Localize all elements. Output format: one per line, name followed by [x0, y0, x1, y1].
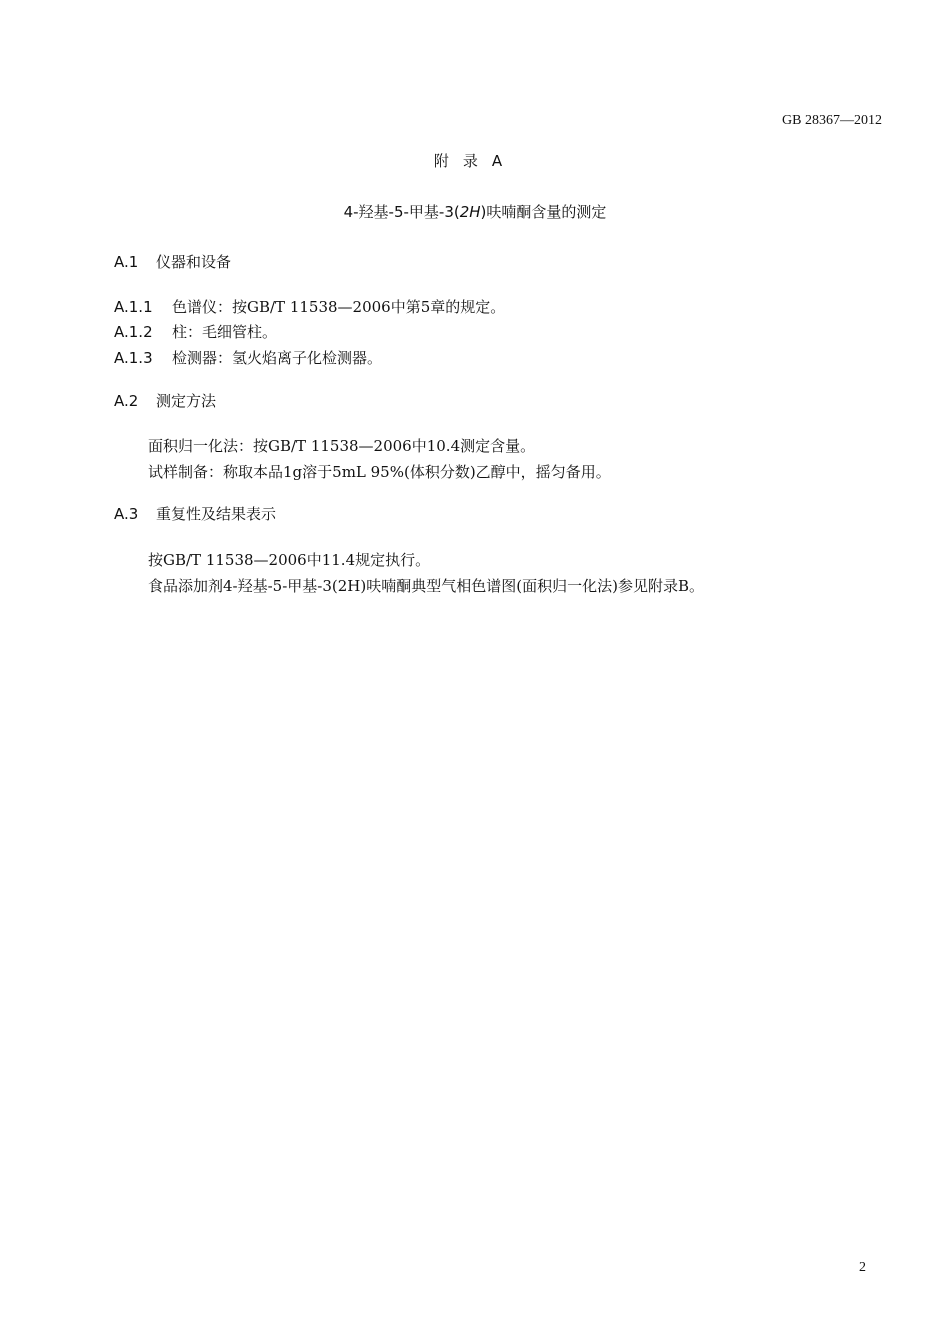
section-heading-a1: [114, 251, 231, 272]
section-heading-a3: [114, 503, 276, 524]
standard-code: GB 28367—2012: [782, 113, 882, 128]
section-title: 重复性及结果表示: [156, 505, 277, 523]
clause-text: 检测器：氢火焰离子化检测器。: [172, 349, 383, 367]
annex-title-suffix: )呋喃酮含量的测定: [480, 203, 607, 221]
section-heading-a2: [114, 390, 216, 411]
clause-a1-3: [114, 347, 382, 368]
clause-number: A.1.1: [114, 298, 153, 316]
paragraph-a2-2: 试样制备：称取本品1g溶于5mL 95%(体积分数)乙醇中，摇匀备用。: [148, 463, 611, 481]
paragraph-a3-1: 按GB/T 11538—2006中11.4规定执行。: [148, 551, 431, 569]
section-number: A.2: [114, 392, 139, 410]
annex-label: 附录A: [433, 152, 517, 170]
clause-number: A.1.3: [114, 349, 153, 367]
clause-a1-1: [114, 296, 505, 317]
paragraph-a2-1: 面积归一化法：按GB/T 11538—2006中10.4测定含量。: [148, 437, 536, 455]
page-number: 2: [859, 1260, 866, 1275]
clause-number: A.1.2: [114, 323, 153, 341]
section-number: A.3: [114, 505, 139, 523]
annex-title-italic: 2H: [459, 203, 481, 221]
section-number: A.1: [114, 253, 139, 271]
clause-text: 柱：毛细管柱。: [172, 323, 278, 341]
paragraph-a3-2: 食品添加剂4-羟基-5-甲基-3(2H)呋喃酮典型气相色谱图(面积归一化法)参见附录B。: [148, 577, 704, 595]
annex-title: [0, 201, 950, 222]
clause-text: 色谱仪：按GB/T 11538—2006中第5章的规定。: [172, 298, 506, 316]
section-title: 仪器和设备: [156, 253, 232, 271]
annex-title-prefix: 4-羟基-5-甲基-3(: [343, 203, 460, 221]
section-title: 测定方法: [156, 392, 217, 410]
clause-a1-2: [114, 321, 277, 342]
